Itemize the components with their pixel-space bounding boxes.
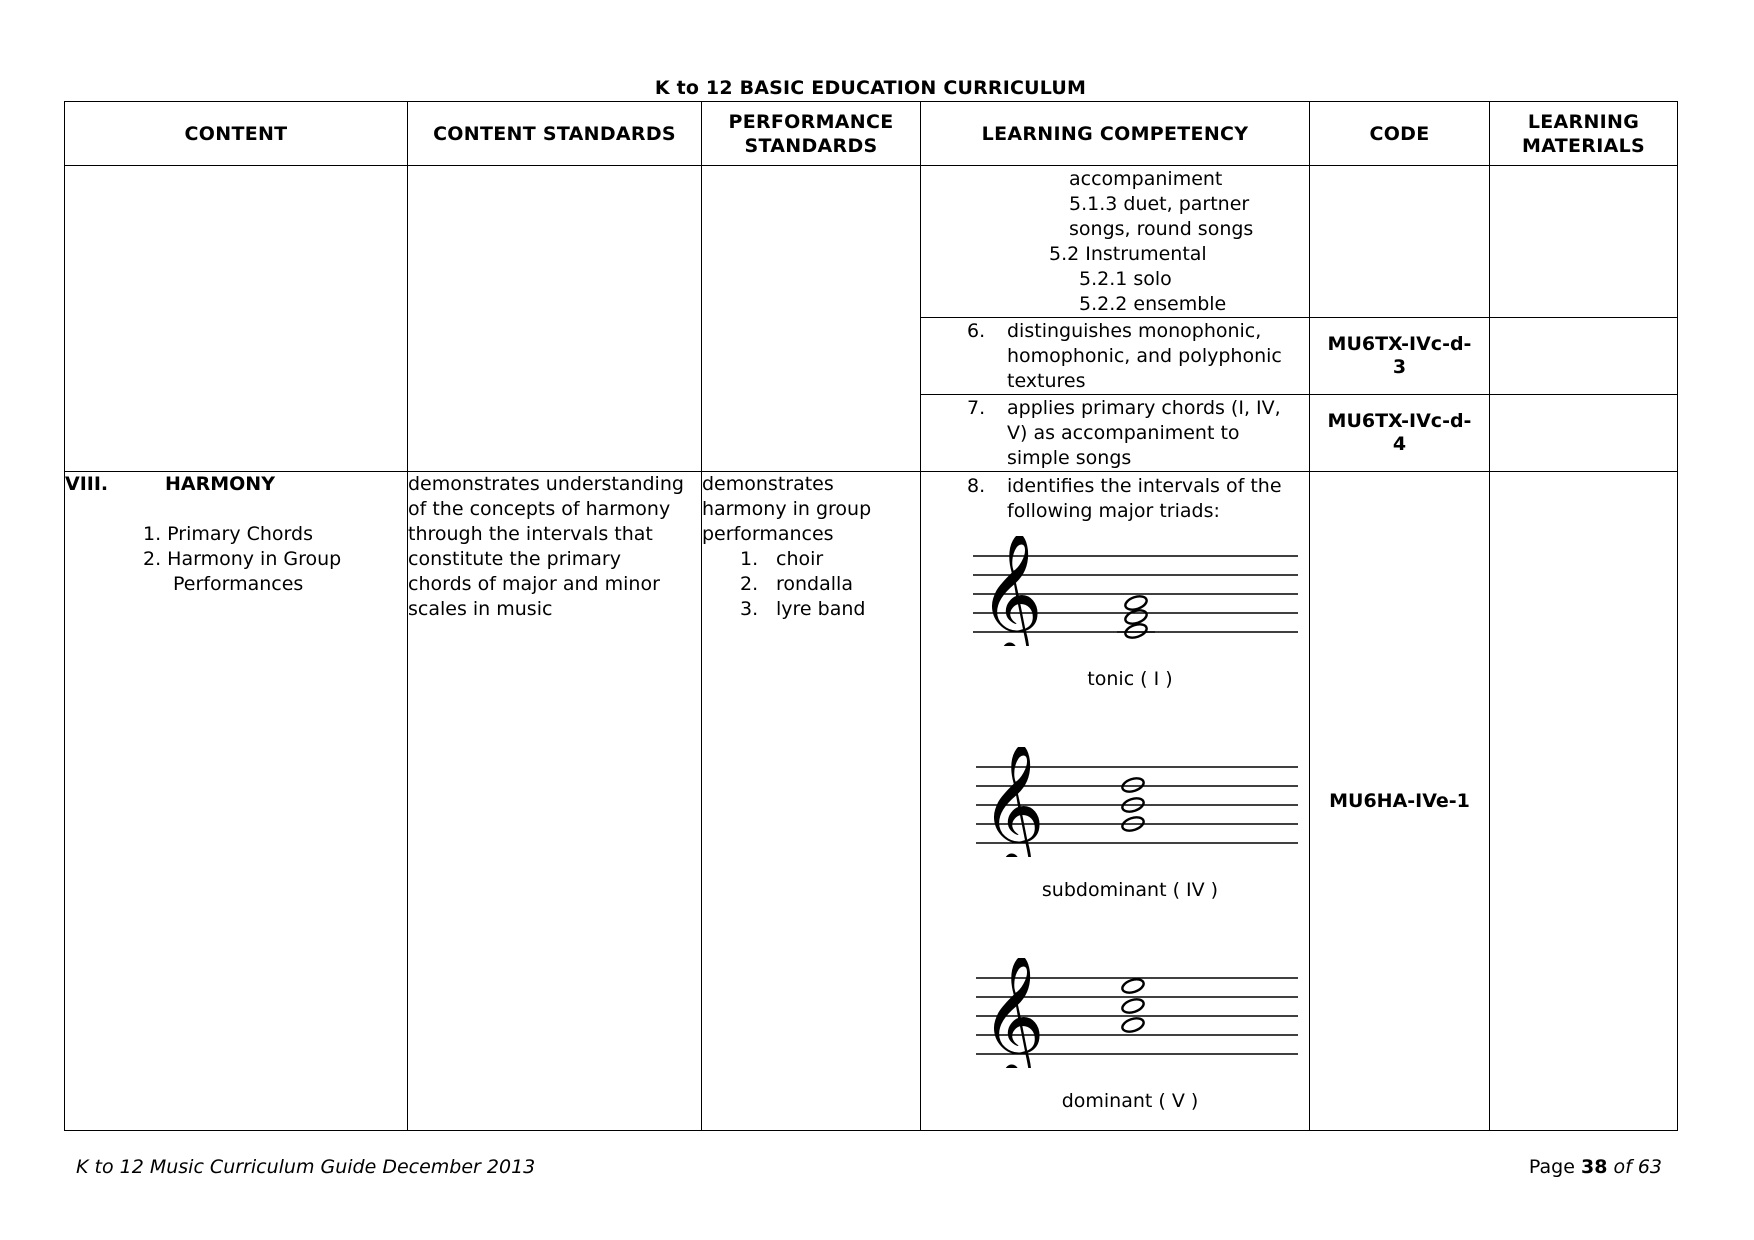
header-code: CODE [1310, 102, 1490, 166]
performance-line: harmony in group [702, 498, 872, 520]
competency-line [921, 474, 1309, 499]
materials-cell-empty [1490, 318, 1678, 395]
tonic-caption: tonic ( I ) [1087, 668, 1173, 690]
table-row [65, 472, 1678, 1131]
code-cell [1310, 395, 1490, 472]
content-standard-line: constitute the primary [408, 548, 621, 570]
curriculum-table [64, 101, 1678, 1131]
competency-number: 7. [967, 397, 986, 419]
performance-line: performances [702, 523, 834, 545]
dominant-caption: dominant ( V ) [1061, 1090, 1199, 1112]
competency-continued-cell [921, 166, 1310, 318]
content-sub-item: 2. Harmony in Group [143, 548, 342, 570]
page-total: of 63 [1613, 1156, 1662, 1178]
header-learning-competency: LEARNING COMPETENCY [921, 102, 1310, 166]
competency-line: following major triads: [1007, 500, 1220, 522]
performance-item-text: choir [776, 548, 824, 570]
content-standards-harmony-cell [408, 472, 702, 1131]
competency-line: 5.1.3 duet, partner [1069, 193, 1250, 215]
header-performance-standards: PERFORMANCE STANDARDS [702, 102, 921, 166]
competency-number: 6. [967, 320, 986, 342]
competency-line: 5.2.1 solo [1079, 268, 1172, 290]
content-roman-numeral: VIII. [65, 473, 109, 495]
competency-line: homophonic, and polyphonic [1007, 345, 1282, 367]
treble-clef-icon [921, 958, 1310, 1068]
performance-list-item [702, 597, 920, 622]
code-cell-empty [1310, 166, 1490, 318]
footer-document-title: K to 12 Music Curriculum Guide December 2013 [76, 1156, 536, 1178]
competency-7-cell [921, 395, 1310, 472]
subdominant-caption: subdominant ( IV ) [1041, 879, 1219, 901]
code-line: 4 [1392, 433, 1407, 455]
competency-line: textures [1007, 370, 1086, 392]
competency-line [921, 319, 1309, 344]
content-standard-line: of the concepts of harmony [408, 498, 671, 520]
competency-line: simple songs [1007, 447, 1132, 469]
content-standard-line: demonstrates understanding [408, 473, 684, 495]
header-content: CONTENT [65, 102, 408, 166]
code-line: MU6TX-IVc-d- [1327, 410, 1472, 432]
content-sub-item: Performances [173, 573, 304, 595]
content-standard-line: through the intervals that [408, 523, 653, 545]
competency-8-cell [921, 472, 1310, 1131]
materials-cell-empty [1490, 472, 1678, 1131]
performance-standards-cell-empty [702, 166, 921, 472]
competency-text: identifies the intervals of the [1007, 475, 1282, 497]
content-standard-line: chords of major and minor [408, 573, 660, 595]
treble-clef-icon [921, 536, 1310, 646]
code-line: 3 [1392, 356, 1407, 378]
performance-item-text: rondalla [776, 573, 853, 595]
performance-standards-harmony-cell [702, 472, 921, 1131]
content-cell-empty [65, 166, 408, 472]
competency-text: applies primary chords (I, IV, [1007, 397, 1281, 419]
competency-line: V) as accompaniment to [1007, 422, 1240, 444]
performance-item-number: 3. [740, 598, 759, 620]
treble-clef-icon [921, 747, 1310, 857]
competency-line: songs, round songs [1069, 218, 1254, 240]
performance-line: demonstrates [702, 473, 834, 495]
performance-list-item [702, 572, 920, 597]
competency-number: 8. [967, 475, 986, 497]
performance-item-text: lyre band [776, 598, 866, 620]
header-row [65, 102, 1678, 166]
competency-line [921, 396, 1309, 421]
dominant-staff [921, 958, 1309, 1075]
materials-cell-empty [1490, 166, 1678, 318]
content-sub-item: 1. Primary Chords [143, 523, 313, 545]
competency-text: distinguishes monophonic, [1007, 320, 1262, 342]
document-title: K to 12 BASIC EDUCATION CURRICULUM [654, 77, 1087, 99]
footer-page-number [1529, 1156, 1662, 1178]
table-row [65, 166, 1678, 318]
competency-line: accompaniment [1069, 168, 1223, 190]
competency-line: 5.2 Instrumental [1049, 243, 1207, 265]
header-content-standards: CONTENT STANDARDS [408, 102, 702, 166]
content-harmony-cell [65, 472, 408, 1131]
subdominant-staff [921, 747, 1309, 864]
code-line: MU6HA-IVe-1 [1329, 789, 1470, 812]
competency-6-cell [921, 318, 1310, 395]
materials-cell-empty [1490, 395, 1678, 472]
svg-text:𝄞: 𝄞 [981, 747, 1045, 857]
performance-list-item [702, 547, 920, 572]
svg-text:𝄞: 𝄞 [981, 958, 1045, 1068]
content-heading-text: HARMONY [165, 473, 275, 495]
code-cell [1310, 318, 1490, 395]
competency-line: 5.2.2 ensemble [1079, 293, 1227, 315]
content-heading [65, 472, 407, 497]
svg-text:𝄞: 𝄞 [979, 536, 1043, 646]
tonic-staff [921, 536, 1309, 653]
content-standards-cell-empty [408, 166, 702, 472]
performance-item-number: 1. [740, 548, 759, 570]
content-standard-line: scales in music [408, 598, 553, 620]
page-prefix: Page [1528, 1156, 1575, 1178]
code-line: MU6TX-IVc-d- [1327, 333, 1472, 355]
page-number: 38 [1580, 1156, 1608, 1178]
code-cell [1310, 472, 1490, 1131]
header-learning-materials: LEARNING MATERIALS [1490, 102, 1678, 166]
performance-item-number: 2. [740, 573, 759, 595]
